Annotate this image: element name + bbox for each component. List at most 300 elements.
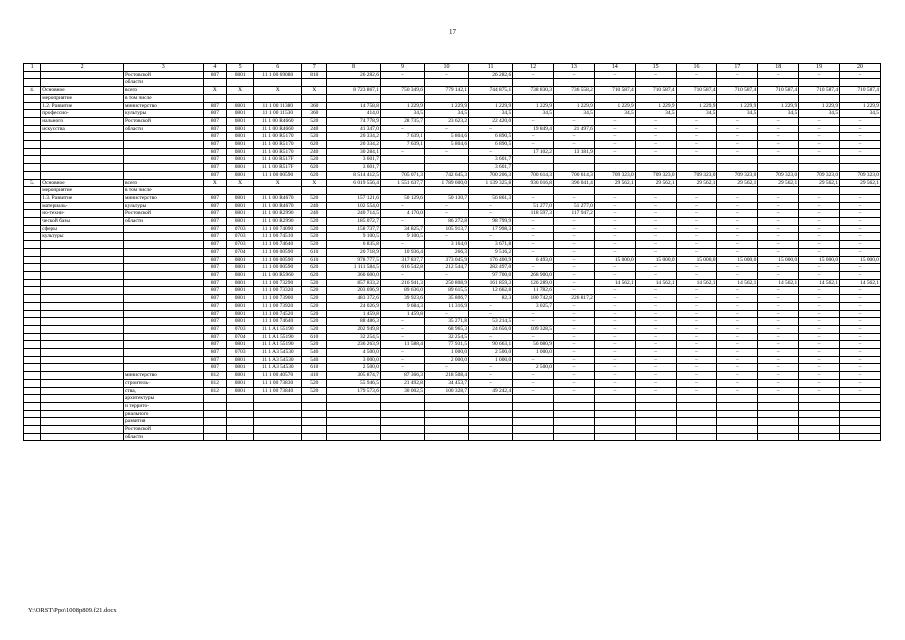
- table-row: [24, 171, 881, 179]
- year-amount-cell: 29 562,1: [635, 179, 676, 187]
- measure-name-cell: 1.3. Развитие: [41, 194, 124, 202]
- year-amount-cell: [635, 94, 676, 102]
- year-amount-cell: 11 782,6: [513, 287, 554, 295]
- column-number: 20: [840, 64, 881, 72]
- year-amount-cell: –: [717, 71, 758, 79]
- year-amount-cell: –: [424, 271, 468, 279]
- total-amount-cell: 74 778,9: [327, 117, 381, 125]
- year-amount-cell: –: [424, 71, 468, 79]
- year-amount-cell: 82,3: [469, 295, 513, 303]
- measure-name-cell: [41, 241, 124, 249]
- year-amount-cell: –: [594, 148, 635, 156]
- ministry-code-cell: [203, 395, 227, 403]
- year-amount-cell: [758, 187, 799, 195]
- year-amount-cell: [380, 79, 424, 87]
- year-amount-cell: 34,5: [799, 110, 840, 118]
- year-amount-cell: –: [554, 379, 595, 387]
- ministry-code-cell: 807: [203, 302, 227, 310]
- total-amount-cell: [327, 395, 381, 403]
- row-number-cell: [24, 133, 41, 141]
- year-amount-cell: –: [635, 295, 676, 303]
- year-amount-cell: –: [758, 333, 799, 341]
- year-amount-cell: –: [513, 264, 554, 272]
- expense-type-cell: 240: [302, 148, 327, 156]
- year-amount-cell: 34 453,7: [424, 379, 468, 387]
- year-amount-cell: [758, 164, 799, 172]
- year-amount-cell: 3 671,8: [469, 241, 513, 249]
- year-amount-cell: –: [554, 133, 595, 141]
- total-amount-cell: 24 026,9: [327, 302, 381, 310]
- row-number-cell: [24, 356, 41, 364]
- year-amount-cell: –: [635, 356, 676, 364]
- year-amount-cell: [469, 418, 513, 426]
- year-amount-cell: –: [676, 271, 717, 279]
- year-amount-cell: 710 587,4: [676, 87, 717, 95]
- year-amount-cell: –: [513, 356, 554, 364]
- executor-cell: и террито-: [123, 402, 203, 410]
- year-amount-cell: [594, 410, 635, 418]
- year-amount-cell: –: [799, 295, 840, 303]
- table-row: [24, 264, 881, 272]
- year-amount-cell: 11 316,9: [424, 302, 468, 310]
- year-amount-cell: –: [676, 364, 717, 372]
- year-amount-cell: 11 588,4: [380, 341, 424, 349]
- year-amount-cell: 14 562,1: [594, 279, 635, 287]
- year-amount-cell: –: [635, 318, 676, 326]
- year-amount-cell: 1 551 637,7: [380, 179, 424, 187]
- year-amount-cell: –: [594, 117, 635, 125]
- year-amount-cell: –: [799, 71, 840, 79]
- year-amount-cell: –: [717, 325, 758, 333]
- expense-type-cell: 520: [302, 325, 327, 333]
- year-amount-cell: –: [758, 264, 799, 272]
- year-amount-cell: 710 587,4: [799, 87, 840, 95]
- year-amount-cell: 98 799,9: [469, 218, 513, 226]
- year-amount-cell: [554, 433, 595, 441]
- column-number: 2: [41, 64, 124, 72]
- year-amount-cell: 34,5: [758, 110, 799, 118]
- target-article-cell: 11 1 00 73900: [254, 295, 302, 303]
- year-amount-cell: 3 601,7: [469, 156, 513, 164]
- year-amount-cell: [513, 156, 554, 164]
- target-article-cell: [254, 433, 302, 441]
- year-amount-cell: [676, 187, 717, 195]
- year-amount-cell: 6 890,5: [469, 141, 513, 149]
- year-amount-cell: 1 229,9: [469, 102, 513, 110]
- measure-name-cell: [41, 79, 124, 87]
- year-amount-cell: –: [799, 264, 840, 272]
- measure-name-cell: Основное: [41, 87, 124, 95]
- column-number: 8: [327, 64, 381, 72]
- executor-cell: [123, 325, 203, 333]
- row-number-cell: [24, 241, 41, 249]
- year-amount-cell: –: [758, 210, 799, 218]
- year-amount-cell: –: [635, 202, 676, 210]
- target-article-cell: 11 1 00 R5170: [254, 133, 302, 141]
- year-amount-cell: [840, 164, 881, 172]
- year-amount-cell: [799, 395, 840, 403]
- year-amount-cell: [758, 402, 799, 410]
- expense-type-cell: 240: [302, 202, 327, 210]
- section-code-cell: [227, 94, 254, 102]
- measure-name-cell: [41, 349, 124, 357]
- column-number: 18: [758, 64, 799, 72]
- year-amount-cell: –: [635, 248, 676, 256]
- table-row: [24, 248, 881, 256]
- year-amount-cell: 15 000,0: [635, 256, 676, 264]
- expense-type-cell: 520: [302, 117, 327, 125]
- section-code-cell: 0801: [227, 279, 254, 287]
- year-amount-cell: –: [717, 125, 758, 133]
- executor-cell: [123, 271, 203, 279]
- year-amount-cell: [799, 187, 840, 195]
- expense-type-cell: [302, 187, 327, 195]
- year-amount-cell: –: [799, 194, 840, 202]
- year-amount-cell: 29 562,1: [799, 179, 840, 187]
- year-amount-cell: –: [513, 133, 554, 141]
- year-amount-cell: –: [676, 194, 717, 202]
- table-row: [24, 356, 881, 364]
- section-code-cell: 0704: [227, 333, 254, 341]
- target-article-cell: 11 1 00 69080: [254, 71, 302, 79]
- column-number: 9: [380, 64, 424, 72]
- measure-name-cell: Основное: [41, 179, 124, 187]
- year-amount-cell: 268 900,0: [513, 271, 554, 279]
- year-amount-cell: 7 639,1: [380, 141, 424, 149]
- year-amount-cell: –: [840, 202, 881, 210]
- expense-type-cell: 620: [302, 171, 327, 179]
- year-amount-cell: [513, 426, 554, 434]
- year-amount-cell: –: [554, 233, 595, 241]
- row-number-cell: [24, 125, 41, 133]
- year-amount-cell: 616 542,8: [380, 264, 424, 272]
- executor-cell: [123, 133, 203, 141]
- year-amount-cell: –: [380, 271, 424, 279]
- section-code-cell: 0801: [227, 218, 254, 226]
- year-amount-cell: –: [513, 372, 554, 380]
- total-amount-cell: 9 100,5: [327, 233, 381, 241]
- year-amount-cell: 29 562,1: [717, 179, 758, 187]
- target-article-cell: 11 1 A1 55190: [254, 333, 302, 341]
- measure-name-cell: [41, 341, 124, 349]
- table-row: [24, 187, 881, 195]
- year-amount-cell: –: [380, 364, 424, 372]
- column-number: 5: [227, 64, 254, 72]
- year-amount-cell: –: [594, 325, 635, 333]
- year-amount-cell: [469, 410, 513, 418]
- section-code-cell: 0801: [227, 256, 254, 264]
- row-number-cell: [24, 426, 41, 434]
- column-number: 7: [302, 64, 327, 72]
- year-amount-cell: –: [758, 295, 799, 303]
- year-amount-cell: [380, 156, 424, 164]
- table-row: [24, 372, 881, 380]
- executor-cell: архитектуры: [123, 395, 203, 403]
- ministry-code-cell: 807: [203, 225, 227, 233]
- year-amount-cell: –: [717, 194, 758, 202]
- expense-type-cell: 520: [302, 310, 327, 318]
- section-code-cell: 0801: [227, 210, 254, 218]
- year-amount-cell: –: [758, 271, 799, 279]
- year-amount-cell: –: [840, 295, 881, 303]
- section-code-cell: 0801: [227, 364, 254, 372]
- year-amount-cell: [513, 164, 554, 172]
- year-amount-cell: –: [594, 225, 635, 233]
- year-amount-cell: 53 214,5: [469, 318, 513, 326]
- year-amount-cell: 700 614,3: [554, 171, 595, 179]
- ministry-code-cell: [203, 79, 227, 87]
- target-article-cell: 11 1 00 74090: [254, 225, 302, 233]
- executor-cell: [123, 225, 203, 233]
- target-article-cell: 11 1 00 74510: [254, 233, 302, 241]
- section-code-cell: 0801: [227, 71, 254, 79]
- column-number: 16: [676, 64, 717, 72]
- year-amount-cell: 35 271,8: [424, 318, 468, 326]
- year-amount-cell: –: [676, 333, 717, 341]
- section-code-cell: 0801: [227, 295, 254, 303]
- target-article-cell: 11 1 00 00590: [254, 248, 302, 256]
- year-amount-cell: [758, 94, 799, 102]
- year-amount-cell: –: [594, 133, 635, 141]
- year-amount-cell: –: [717, 202, 758, 210]
- year-amount-cell: –: [635, 325, 676, 333]
- year-amount-cell: –: [799, 364, 840, 372]
- year-amount-cell: –: [717, 333, 758, 341]
- section-code-cell: 0801: [227, 156, 254, 164]
- total-amount-cell: 203 696,9: [327, 287, 381, 295]
- year-amount-cell: –: [469, 372, 513, 380]
- ministry-code-cell: 807: [203, 279, 227, 287]
- target-article-cell: Х: [254, 179, 302, 187]
- year-amount-cell: 14 562,1: [635, 279, 676, 287]
- year-amount-cell: 1 229,9: [594, 102, 635, 110]
- section-code-cell: 0801: [227, 148, 254, 156]
- year-amount-cell: –: [840, 387, 881, 395]
- ministry-code-cell: 807: [203, 202, 227, 210]
- year-amount-cell: 744 875,1: [469, 87, 513, 95]
- total-amount-cell: 185 072,7: [327, 218, 381, 226]
- year-amount-cell: –: [717, 117, 758, 125]
- target-article-cell: 11 1 00 00590: [254, 264, 302, 272]
- year-amount-cell: 19 849,4: [513, 125, 554, 133]
- row-number-cell: 5.: [24, 179, 41, 187]
- measure-name-cell: [41, 426, 124, 434]
- ministry-code-cell: 807: [203, 164, 227, 172]
- year-amount-cell: –: [717, 318, 758, 326]
- year-amount-cell: 226 817,2: [554, 295, 595, 303]
- table-row: [24, 402, 881, 410]
- year-amount-cell: –: [424, 310, 468, 318]
- year-amount-cell: –: [594, 379, 635, 387]
- year-amount-cell: [676, 156, 717, 164]
- total-amount-cell: 236 263,9: [327, 341, 381, 349]
- section-code-cell: [227, 433, 254, 441]
- total-amount-cell: 2 500,0: [327, 364, 381, 372]
- year-amount-cell: [676, 426, 717, 434]
- year-amount-cell: 14 562,1: [717, 279, 758, 287]
- year-amount-cell: 176 400,9: [469, 256, 513, 264]
- column-number-row: [24, 64, 881, 72]
- year-amount-cell: [799, 433, 840, 441]
- year-amount-cell: 14 562,1: [799, 279, 840, 287]
- executor-cell: [123, 295, 203, 303]
- year-amount-cell: –: [513, 141, 554, 149]
- year-amount-cell: 34,5: [424, 110, 468, 118]
- year-amount-cell: 3 164,0: [424, 241, 468, 249]
- year-amount-cell: –: [594, 341, 635, 349]
- year-amount-cell: –: [717, 133, 758, 141]
- expense-type-cell: 520: [302, 218, 327, 226]
- year-amount-cell: 28 735,7: [380, 117, 424, 125]
- year-amount-cell: [554, 187, 595, 195]
- year-amount-cell: –: [758, 125, 799, 133]
- year-amount-cell: –: [635, 387, 676, 395]
- row-number-cell: 4.: [24, 87, 41, 95]
- ministry-code-cell: 807: [203, 287, 227, 295]
- executor-cell: ства,: [123, 387, 203, 395]
- year-amount-cell: –: [635, 71, 676, 79]
- year-amount-cell: 117 947,2: [554, 210, 595, 218]
- year-amount-cell: –: [676, 218, 717, 226]
- year-amount-cell: –: [513, 310, 554, 318]
- year-amount-cell: –: [840, 233, 881, 241]
- year-amount-cell: [676, 410, 717, 418]
- year-amount-cell: –: [635, 333, 676, 341]
- year-amount-cell: –: [594, 125, 635, 133]
- year-amount-cell: [554, 410, 595, 418]
- year-amount-cell: [424, 433, 468, 441]
- expense-type-cell: [302, 395, 327, 403]
- executor-cell: Ростовской: [123, 426, 203, 434]
- measure-name-cell: [41, 372, 124, 380]
- column-number: 10: [424, 64, 468, 72]
- year-amount-cell: 6 493,0: [513, 256, 554, 264]
- year-amount-cell: [799, 156, 840, 164]
- measure-name-cell: [41, 287, 124, 295]
- section-code-cell: 0801: [227, 302, 254, 310]
- section-code-cell: 0801: [227, 271, 254, 279]
- executor-cell: [123, 233, 203, 241]
- year-amount-cell: –: [676, 349, 717, 357]
- year-amount-cell: 87 366,3: [380, 372, 424, 380]
- executor-cell: всего: [123, 87, 203, 95]
- year-amount-cell: [635, 187, 676, 195]
- year-amount-cell: [513, 395, 554, 403]
- year-amount-cell: –: [799, 387, 840, 395]
- ministry-code-cell: 807: [203, 110, 227, 118]
- year-amount-cell: –: [676, 318, 717, 326]
- year-amount-cell: –: [380, 202, 424, 210]
- year-amount-cell: –: [717, 356, 758, 364]
- year-amount-cell: 77 931,5: [424, 341, 468, 349]
- ministry-code-cell: 807: [203, 248, 227, 256]
- measure-name-cell: [41, 148, 124, 156]
- budget-table: [23, 63, 881, 441]
- year-amount-cell: 15 000,0: [717, 256, 758, 264]
- year-amount-cell: –: [676, 133, 717, 141]
- ministry-code-cell: [203, 418, 227, 426]
- executor-cell: [123, 287, 203, 295]
- section-code-cell: 0801: [227, 372, 254, 380]
- year-amount-cell: –: [840, 248, 881, 256]
- year-amount-cell: 709 323,0: [840, 171, 881, 179]
- measure-name-cell: [41, 318, 124, 326]
- year-amount-cell: –: [717, 372, 758, 380]
- total-amount-cell: 20 334,2: [327, 141, 381, 149]
- year-amount-cell: 9 100,5: [380, 233, 424, 241]
- row-number-cell: [24, 194, 41, 202]
- ministry-code-cell: 807: [203, 102, 227, 110]
- year-amount-cell: –: [799, 133, 840, 141]
- total-amount-cell: [327, 94, 381, 102]
- year-amount-cell: –: [676, 264, 717, 272]
- column-number: 14: [594, 64, 635, 72]
- target-article-cell: 11 1 00 R2990: [254, 218, 302, 226]
- year-amount-cell: –: [635, 194, 676, 202]
- row-number-cell: [24, 148, 41, 156]
- year-amount-cell: [594, 418, 635, 426]
- ministry-code-cell: 807: [203, 210, 227, 218]
- year-amount-cell: –: [758, 310, 799, 318]
- year-amount-cell: [380, 418, 424, 426]
- year-amount-cell: –: [799, 125, 840, 133]
- section-code-cell: 0801: [227, 379, 254, 387]
- year-amount-cell: –: [758, 287, 799, 295]
- year-amount-cell: [840, 156, 881, 164]
- year-amount-cell: [840, 410, 881, 418]
- total-amount-cell: 857 833,2: [327, 279, 381, 287]
- row-number-cell: [24, 171, 41, 179]
- year-amount-cell: 14 562,1: [676, 279, 717, 287]
- year-amount-cell: [513, 402, 554, 410]
- executor-cell: [123, 349, 203, 357]
- year-amount-cell: [513, 410, 554, 418]
- year-amount-cell: [380, 433, 424, 441]
- year-amount-cell: [717, 395, 758, 403]
- year-amount-cell: –: [840, 318, 881, 326]
- year-amount-cell: [758, 156, 799, 164]
- table-row: [24, 426, 881, 434]
- year-amount-cell: [840, 395, 881, 403]
- year-amount-cell: 17 102,2: [513, 148, 554, 156]
- year-amount-cell: –: [799, 325, 840, 333]
- year-amount-cell: [380, 187, 424, 195]
- table-row: [24, 256, 881, 264]
- year-amount-cell: –: [676, 379, 717, 387]
- year-amount-cell: –: [554, 279, 595, 287]
- year-amount-cell: [380, 402, 424, 410]
- ministry-code-cell: 807: [203, 194, 227, 202]
- year-amount-cell: 32 254,5: [424, 333, 468, 341]
- measure-name-cell: [41, 295, 124, 303]
- executor-cell: культуры: [123, 202, 203, 210]
- year-amount-cell: 5 804,6: [424, 133, 468, 141]
- year-amount-cell: [513, 418, 554, 426]
- expense-type-cell: 620: [302, 264, 327, 272]
- target-article-cell: 11 1 A3 54530: [254, 356, 302, 364]
- section-code-cell: 0801: [227, 341, 254, 349]
- row-number-cell: [24, 202, 41, 210]
- year-amount-cell: [799, 79, 840, 87]
- year-amount-cell: –: [380, 333, 424, 341]
- expense-type-cell: 520: [302, 287, 327, 295]
- year-amount-cell: [840, 402, 881, 410]
- year-amount-cell: –: [513, 117, 554, 125]
- measure-name-cell: искусства: [41, 125, 124, 133]
- row-number-cell: [24, 79, 41, 87]
- year-amount-cell: 34,5: [840, 110, 881, 118]
- year-amount-cell: –: [840, 141, 881, 149]
